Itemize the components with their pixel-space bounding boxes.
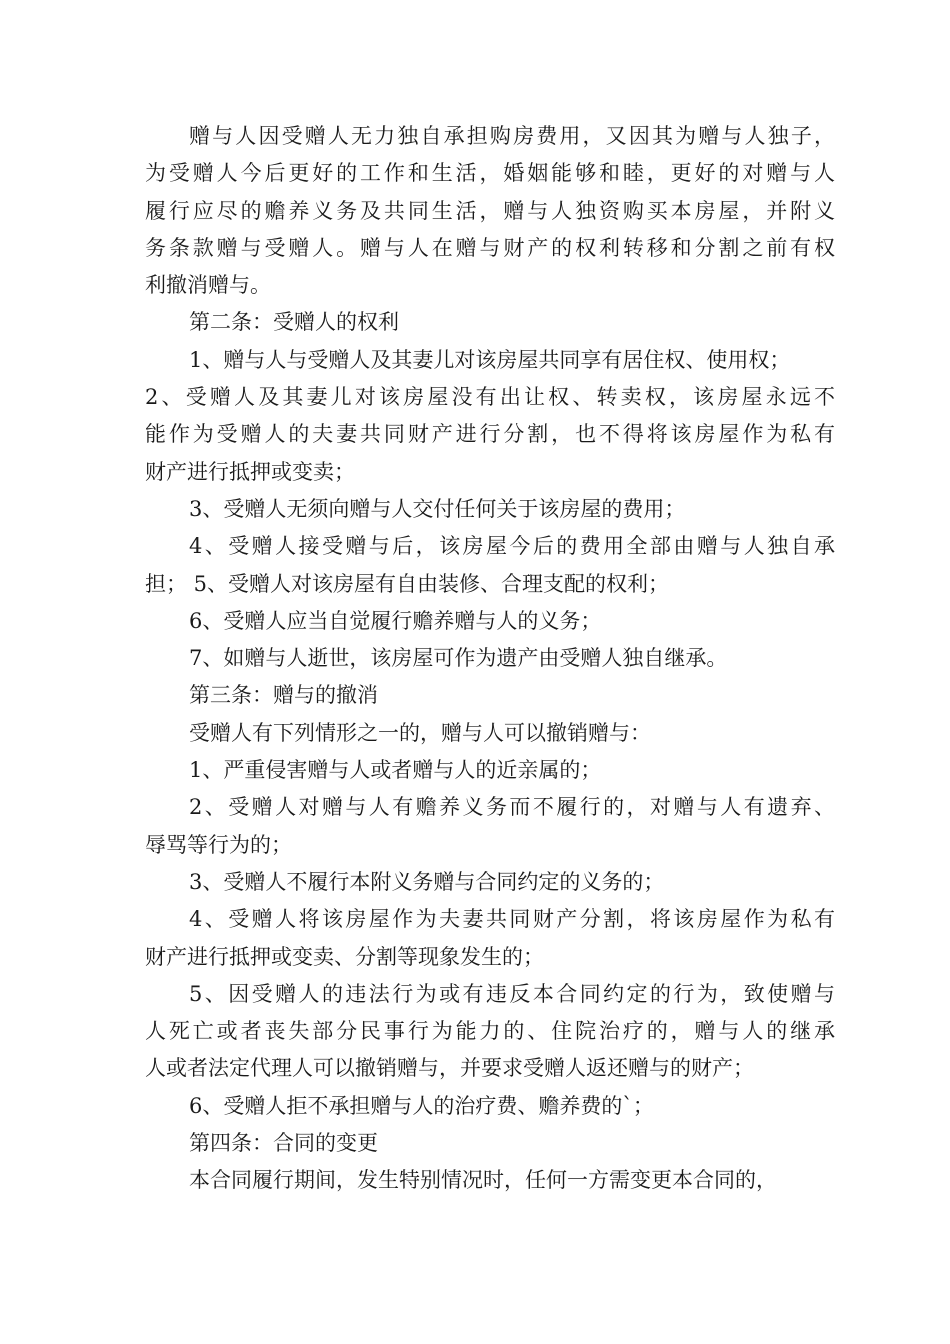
clause-line: 1、赠与人与受赠人及其妻儿对该房屋共同享有居住权、使用权；: [189, 347, 791, 372]
clause-line: 3、受赠人无须向赠与人交付任何关于该房屋的费用；: [189, 496, 686, 521]
paragraph-line: 履行应尽的赡养义务及共同生活，赠与人独资购买本房屋，并附义: [145, 198, 835, 223]
clause-line: 5、因受赠人的违法行为或有违反本合同约定的行为，致使赠与: [189, 981, 835, 1006]
paragraph-line: 务条款赠与受赠人。赠与人在赠与财产的权利转移和分割之前有权: [145, 235, 835, 260]
clause-line: 辱骂等行为的；: [145, 832, 292, 857]
paragraph-line: 受赠人有下列情形之一的，赠与人可以撤销赠与：: [189, 720, 651, 745]
clause-line: 6、受赠人应当自觉履行赡养赠与人的义务；: [189, 608, 602, 633]
section-heading-4: 第四条：合同的变更: [189, 1131, 378, 1156]
clause-line: 4、受赠人将该房屋作为夫妻共同财产分割，将该房屋作为私有: [189, 907, 835, 932]
clause-line: 4、受赠人接受赠与后，该房屋今后的费用全部由赠与人独自承: [189, 534, 835, 559]
clause-line: 能作为受赠人的夫妻共同财产进行分割，也不得将该房屋作为私有: [145, 422, 835, 447]
paragraph-line: 本合同履行期间，发生特别情况时，任何一方需变更本合同的，: [189, 1168, 777, 1193]
clause-line: 6、受赠人拒不承担赠与人的治疗费、赡养费的`；: [189, 1093, 654, 1118]
clause-line: 7、如赠与人逝世，该房屋可作为遗产由受赠人独自继承。: [189, 646, 728, 671]
paragraph-line: 利撤消赠与。: [145, 273, 271, 298]
clause-line: 人死亡或者丧失部分民事行为能力的、住院治疗的，赠与人的继承: [145, 1019, 835, 1044]
section-heading-3: 第三条：赠与的撤消: [189, 683, 378, 708]
clause-line: 担； 5、受赠人对该房屋有自由装修、合理支配的权利；: [145, 571, 670, 596]
clause-line: 人或者法定代理人可以撤销赠与，并要求受赠人返还赠与的财产；: [145, 1056, 754, 1081]
clause-line: 财产进行抵押或变卖、分割等现象发生的；: [145, 944, 544, 969]
clause-line: 3、受赠人不履行本附义务赠与合同约定的义务的；: [189, 869, 665, 894]
clause-line: 2、受赠人及其妻儿对该房屋没有出让权、转卖权，该房屋永远不: [145, 385, 835, 410]
paragraph-line: 为受赠人今后更好的工作和生活，婚姻能够和睦，更好的对赠与人: [145, 161, 835, 186]
clause-line: 财产进行抵押或变卖；: [145, 459, 355, 484]
document-page: [145, 118, 835, 1200]
clause-line: 2、受赠人对赠与人有赡养义务而不履行的，对赠与人有遗弃、: [189, 795, 835, 820]
section-heading-2: 第二条：受赠人的权利: [189, 310, 399, 335]
paragraph-line: 赠与人因受赠人无力独自承担购房费用，又因其为赠与人独子，: [189, 124, 835, 148]
clause-line: 1、严重侵害赠与人或者赠与人的近亲属的；: [189, 758, 602, 783]
